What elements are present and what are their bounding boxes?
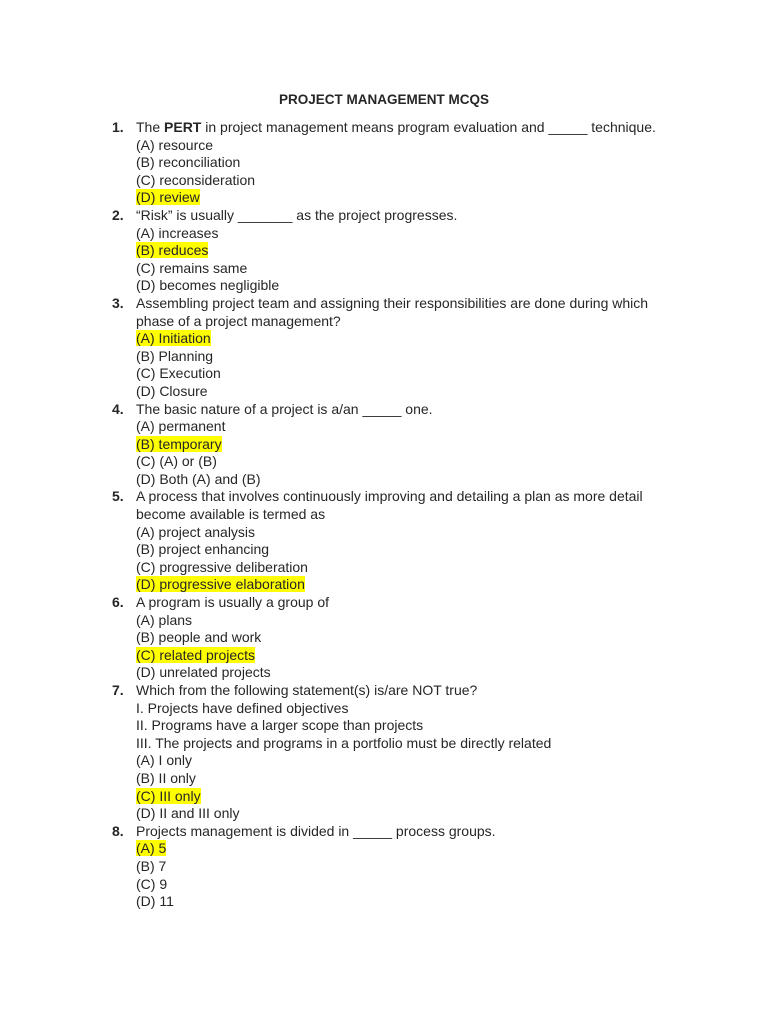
question-text: “Risk” is usually _______ as the project progresses. [136, 206, 458, 223]
option-c: (C) remains same [136, 259, 248, 276]
question-8 [112, 823, 672, 911]
question-4 [112, 401, 672, 489]
question-3 [112, 295, 672, 401]
question-2 [112, 207, 672, 295]
option-b: (B) project enhancing [136, 541, 270, 558]
question-text: Which from the following statement(s) is/are NOT true? [136, 682, 478, 698]
statement-1: I. Projects have defined objectives [136, 699, 349, 716]
statement-2: II. Programs have a larger scope than projects [136, 717, 424, 734]
option-d: (D) Both (A) and (B) [136, 470, 261, 487]
option-b: (B) Planning [136, 347, 214, 364]
question-number: 6. [112, 594, 124, 611]
option-c: (C) Execution [136, 365, 221, 382]
option-b: (B) II only [136, 769, 196, 786]
option-c: (C) progressive deliberation [136, 558, 308, 575]
question-text: Assembling project team and assigning their responsibilities are done during which [136, 294, 649, 311]
question-number: 4. [112, 400, 124, 417]
page-title: PROJECT MANAGEMENT MCQS [278, 92, 489, 107]
question-number: 2. [112, 206, 124, 223]
option-a-highlighted-answer: (A) Initiation [136, 330, 211, 347]
option-b: (B) 7 [136, 857, 167, 874]
option-b: (B) reconciliation [136, 154, 241, 171]
question-6 [112, 594, 672, 682]
question-1 [112, 119, 672, 207]
option-d: (D) becomes negligible [136, 277, 280, 294]
option-a: (A) plans [136, 611, 193, 628]
option-c: (C) reconsideration [136, 171, 256, 188]
option-a: (A) project analysis [136, 523, 256, 540]
option-d: (D) unrelated projects [136, 664, 271, 681]
option-a: (A) resource [136, 136, 214, 153]
option-b-highlighted-answer: (B) reduces [136, 242, 209, 259]
option-d-highlighted-answer: (D) review [136, 189, 200, 206]
question-list [112, 119, 672, 911]
option-d: (D) II and III only [136, 805, 240, 822]
option-d-highlighted-answer: (D) progressive elaboration [136, 576, 305, 593]
option-c: (C) 9 [136, 875, 168, 892]
option-d: (D) Closure [136, 382, 208, 399]
option-a: (A) I only [136, 752, 193, 769]
question-text: A process that involves continuously improving and detailing a plan as more detail [136, 488, 643, 505]
option-a-highlighted-answer: (A) 5 [136, 840, 167, 857]
option-b-highlighted-answer: (B) temporary [136, 435, 222, 452]
question-number: 3. [112, 294, 124, 311]
question-text: Projects management is divided in _____ process groups. [136, 822, 496, 839]
question-text: The PERT in project management means program evaluation and _____ technique. [136, 119, 656, 135]
question-text-continued: become available is termed as [136, 506, 326, 523]
option-d: (D) 11 [136, 893, 174, 910]
question-number: 1. [112, 119, 124, 135]
question-number: 7. [112, 682, 124, 698]
question-number: 8. [112, 822, 124, 839]
question-7 [112, 682, 672, 823]
option-c-highlighted-answer: (C) III only [136, 787, 201, 804]
pert-bold-term: PERT [164, 119, 202, 135]
question-5 [112, 488, 672, 594]
option-a: (A) permanent [136, 418, 226, 435]
question-text: A program is usually a group of [136, 594, 329, 611]
option-a: (A) increases [136, 224, 219, 241]
statement-3: III. The projects and programs in a portfolio must be directly related [136, 734, 552, 751]
question-text: The basic nature of a project is a/an _____ one. [136, 400, 433, 417]
option-c-highlighted-answer: (C) related projects [136, 646, 256, 663]
option-b: (B) people and work [136, 629, 262, 646]
option-c: (C) (A) or (B) [136, 453, 217, 470]
question-number: 5. [112, 488, 124, 505]
question-text-continued: phase of a project management? [136, 312, 341, 329]
